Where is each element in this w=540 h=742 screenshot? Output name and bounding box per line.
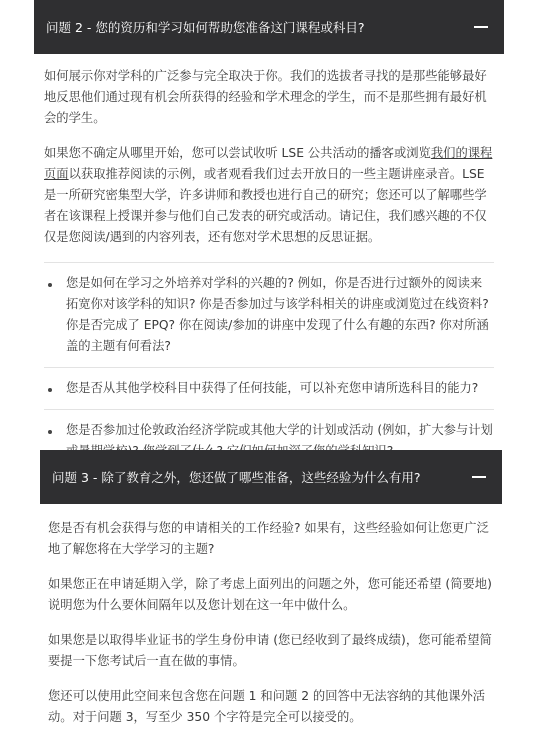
paragraph-text: 如果您不确定从哪里开始，您可以尝试收听 LSE 公共活动的播客或浏览 bbox=[44, 146, 431, 160]
paragraph: 您还可以使用此空间来包含您在问题 1 和问题 2 的回答中无法容纳的其他课外活动。对于问题 3，写至少 350 个字符是完全可以接受的。 bbox=[48, 689, 486, 724]
accordion-title: 问题 3 - 除了教育之外，您还做了哪些准备，这些经验为什么有用? bbox=[52, 470, 421, 485]
list-item: 您是否参加过伦敦政治经济学院或其他大学的计划或活动 (例如，扩大参与计划 bbox=[44, 410, 494, 472]
accordion-header-question-3[interactable] bbox=[40, 450, 502, 504]
accordion-question-3 bbox=[0, 450, 540, 724]
list-item: 您是如何在学习之外培养对学科的兴趣的? 例如，你是否进行过额外的阅读来拓宽你对该学科的知识? 你是否参加过与该学科相关的讲座或浏览过在线资料? 你是否完成了 EPQ? 你在阅读/参加的讲座中发现了什么有趣的东西? 你对所涵盖的主题有何看法? bbox=[44, 263, 494, 368]
accordion-title: 问题 2 - 您的资历和学习如何帮助您准备这门课程或科目? bbox=[46, 20, 365, 35]
paragraph: 您是否有机会获得与您的申请相关的工作经验? 如果有，这些经验如何让您更广泛地了解您将在大学学习的主题? bbox=[48, 521, 489, 556]
paragraph: 如果您是以取得毕业证书的学生身份申请 (您已经收到了最终成绩)，您可能希望简要提一下您考试后一直在做的事情。 bbox=[48, 633, 492, 668]
course-page-link[interactable]: 我们的课程页面 bbox=[44, 146, 493, 181]
accordion-header-question-2[interactable] bbox=[34, 0, 504, 54]
paragraph-text: 以获取推荐阅读的示例，或者观看我们过去开放日的一些主题讲座录音。LSE 是一所研究密集型大学，许多讲师和教授也进行自己的研究；您还可以了解哪些学者在该课程上授课并参与他们自己发表的研究或活动。请记住，我们感兴趣的不仅仅是您阅读/遇到的内容列表，还有您对学术思想的反思证据。 bbox=[44, 167, 487, 244]
accordion-content-question-3 bbox=[0, 504, 540, 742]
list-item: 您是否从其他学校科目中获得了任何技能，可以补充您申请所选科目的能力? bbox=[44, 368, 494, 410]
bullet-list bbox=[44, 262, 494, 472]
minus-icon[interactable] bbox=[472, 476, 486, 478]
paragraph bbox=[44, 143, 494, 248]
paragraph: 如果您正在申请延期入学，除了考虑上面列出的问题之外，您可能还希望 (简要地) 说明您为什么要休间隔年以及您计划在这一年中做什么。 bbox=[48, 577, 492, 612]
minus-icon[interactable] bbox=[474, 26, 488, 28]
accordion-content-question-2 bbox=[0, 54, 540, 472]
paragraph: 如何展示你对学科的广泛参与完全取决于你。我们的选拔者寻找的是那些能够最好地反思他们通过现有机会所获得的经验和学术理念的学生，而不是那些拥有最好机会的学生。 bbox=[44, 69, 487, 125]
